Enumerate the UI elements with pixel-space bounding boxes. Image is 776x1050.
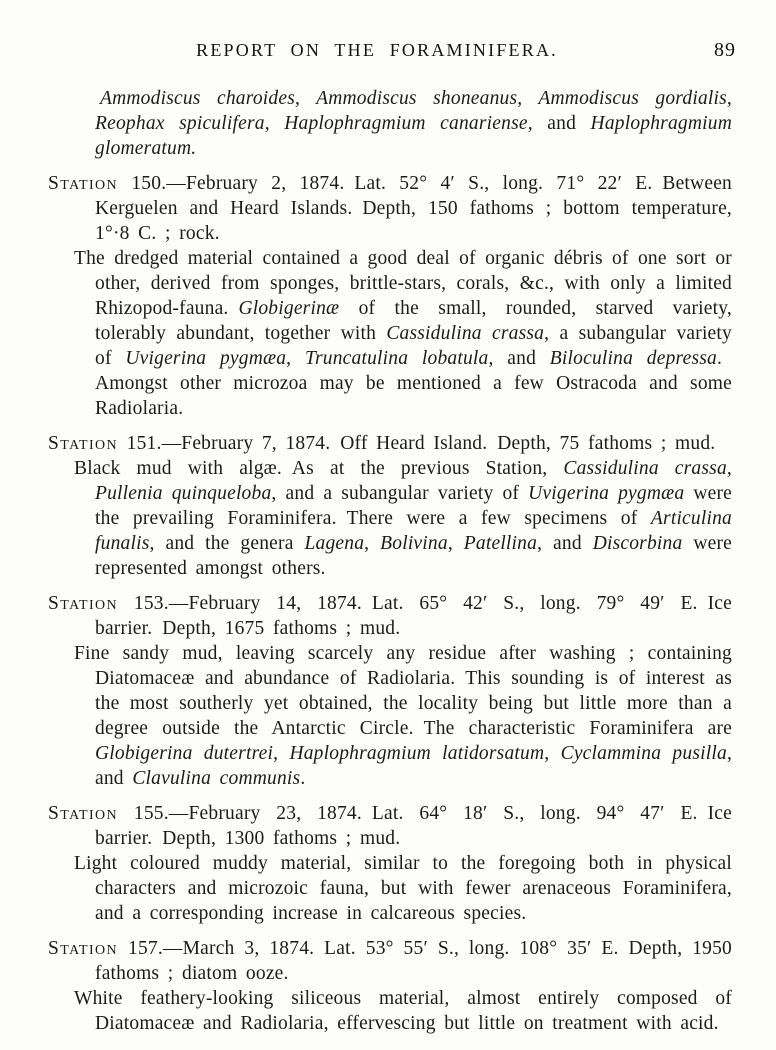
- page-header: [48, 40, 736, 66]
- species-name: Globigerinæ: [238, 298, 340, 319]
- species-name: Uvigerina pygmæa: [125, 348, 287, 369]
- text-run: Black mud with algæ. As at the previous Station,: [74, 458, 564, 479]
- station-label: Station: [48, 173, 119, 194]
- text-run: , and a subangular variety of: [271, 483, 529, 504]
- species-name: Articulina funalis: [95, 508, 732, 554]
- text-run: , a subangular variety of: [95, 323, 732, 369]
- station-151-description: [48, 456, 732, 581]
- text-run: 150.—February 2, 1874. Lat. 52° 4′ S., long. 71° 22′ E. Between Kerguelen and Heard Islands. Depth, 150 fathoms ; bottom temperature, 1°·8 C. ; rock.: [95, 173, 732, 244]
- text-run: ,: [364, 533, 381, 554]
- species-name: Uvigerina pygmæa: [528, 483, 685, 504]
- text-run: , and: [537, 533, 593, 554]
- text-run: and: [532, 113, 591, 134]
- station-label: Station: [48, 803, 119, 824]
- species-name: Cyclammina pusilla: [560, 743, 727, 764]
- text-run: .: [300, 768, 306, 789]
- text-run: . Amongst other microzoa may be mentioned a few Ostracoda and some Radiolaria.: [95, 348, 732, 419]
- text-run: ,: [273, 743, 290, 764]
- text-run: ,: [447, 533, 464, 554]
- station-150-heading: [48, 171, 732, 246]
- text-run: 155.—February 23, 1874. Lat. 64° 18′ S., long. 94° 47′ E. Ice barrier. Depth, 1300 fathoms ; mud.: [95, 803, 732, 849]
- species-name: Bolivina: [380, 533, 448, 554]
- text-run: White feathery-looking siliceous material, almost entirely composed of Diatomaceæ and Radiolaria, effervescing but little on treatment with acid.: [74, 988, 732, 1034]
- station-label: Station: [48, 938, 119, 959]
- text-run: ,: [726, 458, 732, 479]
- text-run: were the prevailing Foraminifera. There were a few specimens of: [95, 483, 733, 529]
- text-run: , and: [95, 743, 733, 789]
- species-name: Pullenia quinqueloba: [95, 483, 272, 504]
- station-157-description: [48, 986, 732, 1036]
- text-run: Fine sandy mud, leaving scarcely any residue after washing ; containing Diatomaceæ and abundance of Radiolaria. This sounding is of interest as the most southerly yet obtained, the locality being but little more than a degree outside the Antarctic Circle. The characteristic Foraminifera are: [74, 643, 732, 739]
- text-run: were represented amongst others.: [95, 533, 733, 579]
- species-name: Globigerina dutertrei: [95, 743, 274, 764]
- page-number: 89: [714, 39, 736, 61]
- text-run: 157.—March 3, 1874. Lat. 53° 55′ S., long. 108° 35′ E. Depth, 1950 fathoms ; diatom ooze.: [95, 938, 732, 984]
- species-name: Ammodiscus charoides, Ammodiscus shoneanus, Ammodiscus gordialis, Reophax spiculifera, Haplophragmium canariense,: [95, 88, 732, 134]
- species-name: Haplophragmium glomeratum.: [95, 113, 733, 159]
- species-name: Haplophragmium latidorsatum: [289, 743, 545, 764]
- station-label: Station: [48, 593, 119, 614]
- text-run: The dredged material contained a good deal of organic débris of one sort or other, derived from sponges, brittle-stars, corals, &c., with only a limited Rhizopod-fauna.: [74, 248, 732, 319]
- species-name: Patellina: [463, 533, 538, 554]
- running-title: REPORT ON THE FORAMINIFERA.: [196, 40, 558, 60]
- text-run: ,: [286, 348, 305, 369]
- text-run: 153.—February 14, 1874. Lat. 65° 42′ S., long. 79° 49′ E. Ice barrier. Depth, 1675 fathoms ; mud.: [95, 593, 732, 639]
- text-run: ,: [544, 743, 561, 764]
- species-name: Clavulina communis: [132, 768, 301, 789]
- station-150-description: [48, 246, 732, 421]
- species-name: Truncatulina lobatula: [304, 348, 489, 369]
- text-run: , and the genera: [149, 533, 305, 554]
- text-run: 151.—February 7, 1874. Off Heard Island. Depth, 75 fathoms ; mud.: [118, 433, 716, 454]
- station-151-heading: [48, 431, 732, 456]
- text-run: of the small, rounded, starved variety, tolerably abundant, together with: [95, 298, 732, 344]
- species-name: Cassidulina crassa: [563, 458, 727, 479]
- species-name: Discorbina: [592, 533, 683, 554]
- station-label: Station: [48, 433, 119, 454]
- page-body: [48, 86, 732, 1036]
- station-155-description: [48, 851, 732, 926]
- text-run: Light coloured muddy material, similar to the foregoing both in physical characters and microzoic fauna, but with fewer arenaceous Foraminifera, and a corresponding increase in calcareous species.: [74, 853, 732, 924]
- species-name: Biloculina depressa: [549, 348, 717, 369]
- station-155-heading: [48, 801, 732, 851]
- text-run: , and: [488, 348, 550, 369]
- species-name: Cassidulina crassa: [386, 323, 545, 344]
- station-153-heading: [48, 591, 732, 641]
- station-157-heading: [48, 936, 732, 986]
- species-name: Lagena: [304, 533, 365, 554]
- species-list-paragraph: [48, 86, 732, 161]
- station-153-description: [48, 641, 732, 791]
